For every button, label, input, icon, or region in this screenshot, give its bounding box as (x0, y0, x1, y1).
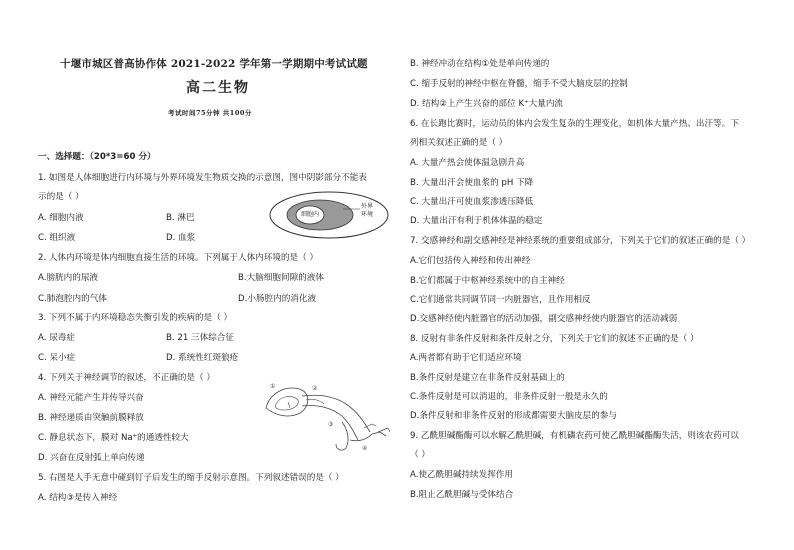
right-line-13: C.它们通常共同调节同一内脏器官，且作用相反 (410, 295, 591, 305)
q1-option-c: C. 组织液 (38, 233, 76, 243)
q4-stem: 4. 下列关于神经调节的叙述，不正确的是（ ） (38, 373, 215, 383)
q3-option-d: D. 系统性红斑狼疮 (166, 353, 239, 363)
q5-option-a: A. 结构③是传入神经 (38, 493, 118, 503)
q2-option-c: C.肺泡腔内的气体 (38, 294, 107, 304)
section-heading: 一、选择题：（20*3=60 分） (38, 152, 156, 162)
svg-text:③: ③ (328, 421, 334, 428)
q5-stem: 5. 右图是人手无意中碰到钉子后发生的缩手反射示意图。下列叙述错误的是（ ） (38, 473, 344, 483)
right-line-2: C. 缩手反射的神经中枢在脊髓，缩手不受大脑皮层的控制 (410, 79, 628, 89)
svg-text:①: ① (270, 383, 276, 390)
q3-option-b: B. 21 三体综合征 (166, 333, 234, 343)
fig1-label-cell: 细胞内 (301, 211, 320, 218)
right-line-16: A.两者都有助于它们适应环境 (410, 353, 522, 363)
right-line-19: D.条件反射和非条件反射的形成都需要大脑皮层的参与 (410, 411, 618, 421)
q3-option-c: C. 呆小症 (38, 353, 76, 363)
right-line-20: 9. 乙酰胆碱酯酶可以水解乙酰胆碱，有机磷农药可使乙酰胆碱酯酶失活，则该农药可以 (410, 431, 739, 441)
q4-option-d: D. 兴奋在反射弧上单向传递 (38, 453, 145, 463)
right-line-15: 8. 反射有非条件反射和条件反射之分，下列关于它们的叙述不正确的是（ ） (410, 334, 699, 344)
fig1-label-outer2: 环境 (361, 211, 374, 218)
right-line-4: 6. 在长跑比赛时，运动员的体内会发生复杂的生理变化，如机体大量产热、出汗等。下 (410, 119, 739, 129)
q4-option-c: C. 静息状态下，膜对 Na⁺的通透性较大 (38, 433, 189, 443)
right-line-8: C. 大量出汗可使血浆渗透压降低 (410, 197, 534, 207)
right-line-6: A. 大量产热会使体温急剧升高 (410, 158, 525, 168)
q2-option-b: B.大脑细胞间隙的液体 (238, 273, 324, 283)
subject-title: 高二生物 (186, 80, 250, 96)
right-line-22: A.使乙酰胆碱持续发挥作用 (410, 470, 513, 480)
q4-option-b: B. 神经递质由突触前膜释放 (38, 413, 144, 423)
right-line-10: 7. 交感神经和副交感神经是神经系统的重要组成部分，下列关于它们的叙述正确的是（ ） (410, 236, 751, 246)
right-line-11: A.它们包括传入神经和传出神经 (410, 256, 531, 266)
right-line-3: D. 结构②上产生兴奋的部位 K⁺大量内流 (410, 99, 564, 109)
right-line-18: C.条件反射是可以消退的，非条件反射一般是永久的 (410, 392, 608, 402)
figure-reflex-arc (246, 378, 392, 456)
right-line-17: B.条件反射是建立在非条件反射基础上的 (410, 373, 565, 383)
exam-title: 十堰市城区普高协作体 2021-2022 学年第一学期期中考试试题 (60, 58, 368, 70)
right-line-5: 列相关叙述正确的是（ ） (410, 138, 508, 148)
right-line-12: B.它们都属于中枢神经系统中的自主神经 (410, 276, 565, 286)
q2-stem: 2. 人体内环境是体内细胞直接生活的环境。下列属于人体内环境的是（ ） (38, 253, 319, 263)
svg-text:②: ② (312, 385, 318, 392)
q1-option-b: B. 淋巴 (166, 213, 195, 223)
q2-option-a: A.膀胱内的尿液 (38, 273, 99, 283)
right-line-14: D.交感神经使内脏器官的活动加强，副交感神经使内脏器官的活动减弱 (410, 314, 678, 324)
q3-stem: 3. 下列不属于内环境稳态失衡引发的疾病的是（ ） (38, 313, 233, 323)
q3-option-a: A. 尿毒症 (38, 333, 75, 343)
svg-text:④: ④ (362, 445, 368, 452)
fig1-label-outer: 外界 (361, 203, 374, 210)
q1-option-d: D. 血浆 (166, 233, 196, 243)
right-line-21: （ ） (410, 450, 430, 460)
q2-option-d: D.小肠腔内的消化液 (238, 294, 317, 304)
q1-stem-line2: 示的是（ ） (38, 192, 84, 202)
q1-option-a: A. 细胞内液 (38, 213, 84, 223)
q4-option-a: A. 神经元能产生并传导兴奋 (38, 393, 144, 403)
right-line-1: B. 神经冲动在结构①处是单向传递的 (410, 59, 550, 69)
exam-meta: 考试时间75分钟 共100分 (168, 109, 252, 117)
q1-stem-line1: 1. 如图是人体细胞进行内环境与外界环境发生物质交换的示意图，图中阴影部分不能表 (38, 173, 367, 183)
right-line-9: D. 大量出汗有利于机体体温的稳定 (410, 216, 543, 226)
right-line-7: B. 大量出汗会使血浆的 pH 下降 (410, 178, 534, 188)
right-line-23: B.阻止乙酰胆碱与受体结合 (410, 490, 514, 500)
